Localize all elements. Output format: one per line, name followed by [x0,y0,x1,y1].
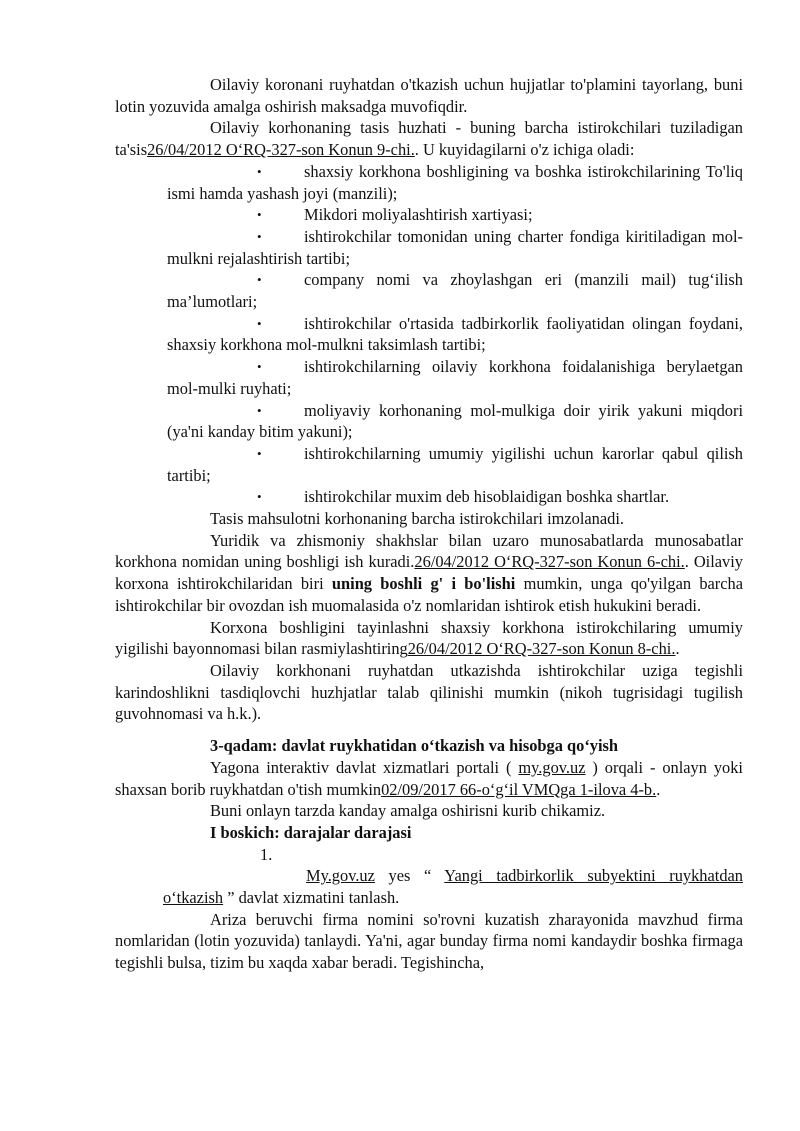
emphasis-text: uning boshli g' i bo'lishi [331,574,516,594]
paragraph-text: Yuridik va zhismoniy shakhslar bilan uzaro munosabatlarda munosabatlar korkhona nomidan uning boshligi ish kuradi. [115,530,743,572]
section-heading [115,735,743,757]
charter-contents-list [115,161,743,508]
paragraph-text: Yagona interaktiv davlat xizmatlari portali ( [210,757,519,777]
portal-link[interactable]: My.gov.uz [306,866,375,886]
bullet-icon: • [257,402,262,418]
step-text-part: yes “ [374,866,445,886]
paragraph-portal [115,757,743,800]
paragraph-charter [115,117,743,160]
list-item [167,313,743,356]
list-item [167,226,743,269]
service-link[interactable]: Yangi tadbirkorlik subyektini ruykhatdan o‘tkazish [163,866,743,908]
numbered-step: 1. My.gov.uz yes “ Yangi tadbirkorlik subyektini ruykhatdan o‘tkazish ” davlat xizmatini tanlash. [115,844,743,909]
list-item-text: company nomi va zhoylashgan eri (manzili mail) tug‘ilish ma’lumotlari; [167,270,743,312]
list-item [167,161,743,204]
list-item-text: ishtirokchilar o'rtasida tadbirkorlik faoliyatidan olingan foydani, shaxsiy korkhona mol-mulkni taksimlash tartibi; [167,313,743,355]
list-item-text: ishtirokchilarning oilaviy korkhona foidalanishiga berylaetgan mol-mulki ruyhati; [167,357,743,398]
list-item [167,486,743,508]
paragraph-text: Oilaviy korhonaning tasis huzhati - buning barcha istirokchilari tuziladigan ta'sis [115,118,743,160]
heading-text: 3-qadam: davlat ruykhatidan o‘tkazish va hisobga qo‘yish [210,736,619,756]
bullet-icon: • [257,359,262,375]
list-item [167,204,743,226]
paragraph-text: Korxona boshligini tayinlashni shaxsiy korkhona istirokchilaring umumiy yigilishi bayonnomasi bilan rasmiylashtiring [115,617,743,659]
list-item-text: ishtirokchilarning umumiy yigilishi uchun karorlar qabul qilish tartibi; [167,443,743,485]
bullet-icon: • [257,272,262,288]
bullet-icon: • [257,445,262,461]
paragraph-online: Buni onlayn tarzda kanday amalga oshirisni kurib chikamiz. [210,801,606,821]
law-reference-link[interactable]: 02/09/2017 66-o‘g‘il VMQga 1-ilova 4-b. [381,779,657,799]
subsection-heading [115,822,743,844]
law-reference-link[interactable]: 26/04/2012 O‘RQ-327-son Konun 6-chi. [414,552,685,572]
list-item-text: moliyaviy korhonaning mol-mulkiga doir yirik yakuni miqdori (ya'ni kanday bitim yakuni); [167,400,743,442]
heading-text: I boskich: darajalar darajasi [210,822,412,842]
list-item [167,400,743,443]
bullet-icon: • [257,315,262,331]
paragraph-intro: Oilaviy koronani ruyhatdan o'tkazish uchun hujjatlar to'plamini tayorlang, buni lotin yozuvida amalga oshirish maksadga muvofiqdir. [115,75,743,116]
list-item [167,356,743,399]
step-text [20,865,743,908]
list-item-text: ishtirokchilar tomonidan uning charter fondiga kiritiladigan mol-mulkni rejalashtirish tartibi; [167,226,743,268]
portal-link[interactable]: my.gov.uz [518,757,586,777]
bullet-icon: • [257,207,262,223]
paragraph-text: . [656,779,661,799]
bullet-icon: • [257,489,262,505]
paragraph-firm-name: Ariza beruvchi firma nomini so'rovni kuzatish zharayonida mavzhud firma nomlaridan (lotin yozuvida) tanlaydi. Ya'ni, agar bunday firma nomi kandaydir boshka firmaga tegishli bulsa, tizim bu xaqda xabar beradi. Tegishincha, [115,909,743,973]
paragraph-text: . U kuyidagilarni o'z ichiga oladi: [414,140,635,160]
list-item [167,269,743,312]
list-item-text: Mikdori moliyalashtirish xartiyasi; [304,205,533,225]
paragraph-management [115,530,743,617]
law-reference-link[interactable]: 26/04/2012 O‘RQ-327-son Konun 9-chi. [147,140,415,160]
law-reference-link[interactable]: 26/04/2012 O‘RQ-327-son Konun 8-chi. [407,639,676,659]
paragraph-text: . [675,639,680,659]
paragraph-kinship: Oilaviy korkhonani ruyhatdan utkazishda ishtirokchilar uziga tegishli karindoshlikni tasdiqlovchi huzhjatlar talab qilinishi mumkin (nikoh tugrisidagi tugilish guvohnomasi va h.k.). [115,660,743,724]
paragraph-appointment [115,617,743,660]
document-page [115,74,743,974]
paragraph-signing: Tasis mahsulotni korhonaning barcha istirokchilari imzolanadi. [210,509,624,529]
paragraph-text: . Oilaviy korxona ishtirokchilaridan biri [115,552,744,594]
bullet-icon: • [257,228,262,244]
list-item-text: ishtirokchilar muxim deb hisoblaidigan boshka shartlar. [304,487,670,507]
step-text-part: ” davlat xizmatini tanlash. [223,888,400,908]
paragraph-text: mumkin, unga qo'yilgan barcha ishtirokchilar bir ovozdan ish muomalasida o'z nomlaridan ishtirok etish hukukini beradi. [115,574,743,615]
bullet-icon: • [257,163,262,179]
paragraph-text: ) orqali - onlayn yoki shaxsan borib ruykhatdan o'tish mumkin [115,757,743,799]
list-item [167,443,743,486]
list-item-text: shaxsiy korkhona boshligining va boshka istirokchilarining To'liq ismi hamda yashash joyi (manzili); [167,161,743,203]
